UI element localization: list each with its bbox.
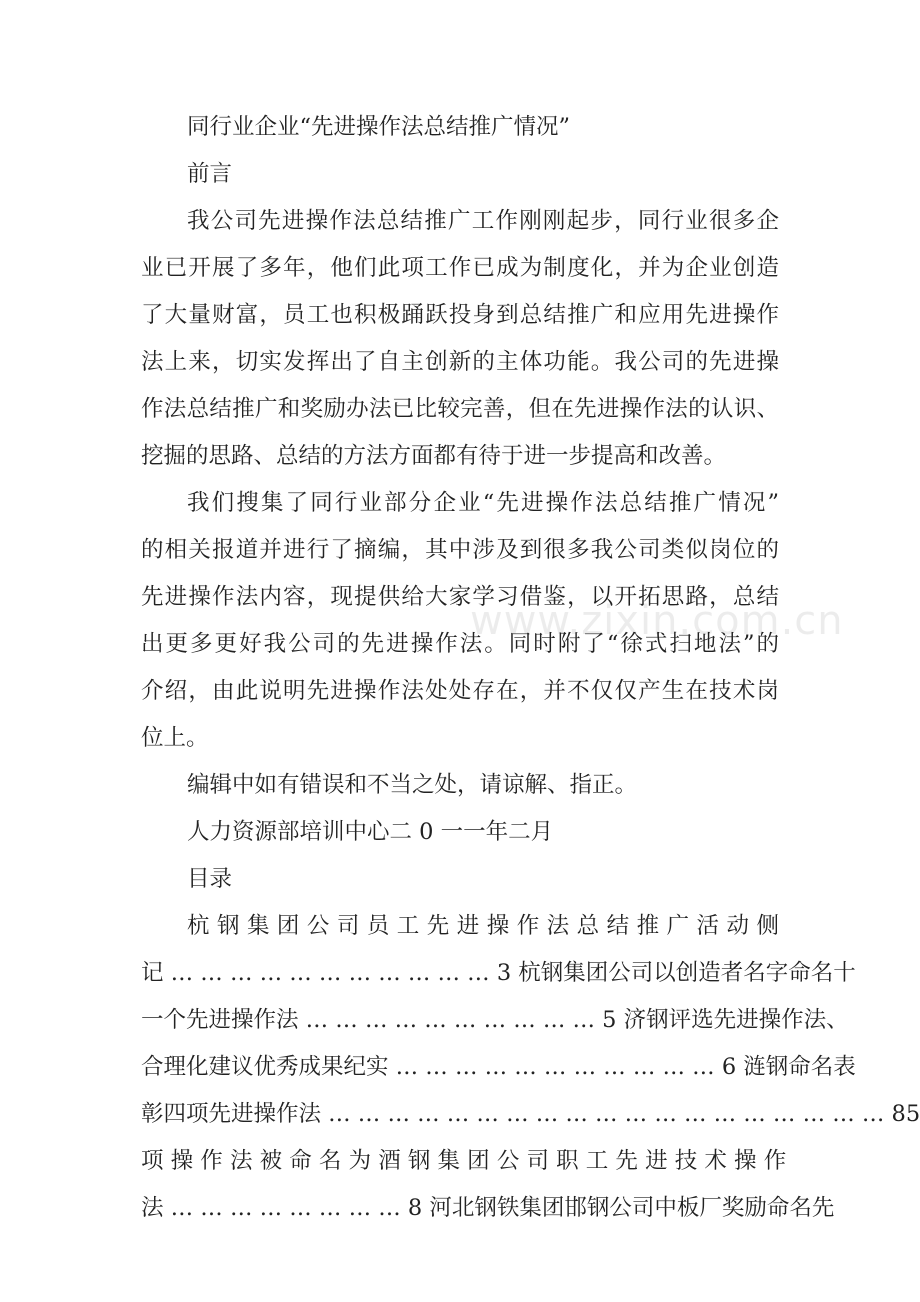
document-body: [141, 104, 920, 1232]
paragraph-line: 法上来，切实发挥出了自主创新的主体功能。我公司的先进操: [141, 349, 779, 375]
paragraph-line: 法 … … … … … … … … 8 河北钢铁集团邯钢公司中板厂奖励命名先: [141, 1195, 835, 1221]
paragraph-line: 我公司先进操作法总结推广工作刚刚起步，同行业很多企: [187, 208, 779, 234]
watermark: www.zixin.com.cn: [470, 598, 844, 644]
paragraph-line: 了大量财富，员工也积极踊跃投身到总结推广和应用先进操作: [141, 302, 779, 328]
paragraph-line: 介绍，由此说明先进操作法处处存在，并不仅仅产生在技术岗: [141, 678, 779, 704]
paragraph-line: 一个先进操作法 … … … … … … … … … … 5 济钢评选先进操作法、: [141, 1007, 849, 1033]
paragraph-line: 先进操作法内容，现提供给大家学习借鉴，以开拓思路，总结: [141, 584, 779, 610]
paragraph-line: 记 … … … … … … … … … … … 3 杭钢集团公司以创造者名字命名十: [141, 960, 856, 986]
paragraph-line: 人力资源部培训中心二 0 一一年二月: [187, 819, 554, 845]
paragraph-line: 出更多更好我公司的先进操作法。同时附了“徐式扫地法”的: [141, 631, 779, 657]
paragraph-line: 编辑中如有错误和不当之处，请谅解、指正。: [187, 772, 638, 798]
paragraph-line: 彰四项先进操作法 … … … … … … … … … … … … … … … … … … … 85: [141, 1101, 920, 1127]
paragraph-line: 同行业企业“先进操作法总结推广情况”: [187, 114, 571, 140]
paragraph-line: 我们搜集了同行业部分企业“先进操作法总结推广情况”: [187, 490, 779, 516]
paragraph-line: 业已开展了多年，他们此项工作已成为制度化，并为企业创造: [141, 255, 779, 281]
paragraph-line: 位上。: [141, 725, 209, 751]
paragraph-line: 合理化建议优秀成果纪实 … … … … … … … … … … … 6 涟钢命名表: [141, 1054, 856, 1080]
paragraph-line: 前言: [187, 161, 233, 187]
paragraph-line: 杭 钢 集 团 公 司 员 工 先 进 操 作 法 总 结 推 广 活 动 侧: [187, 913, 779, 939]
paragraph-line: 的相关报道并进行了摘编，其中涉及到很多我公司类似岗位的: [141, 537, 779, 563]
paragraph-line: 项 操 作 法 被 命 名 为 酒 钢 集 团 公 司 职 工 先 进 技 术 操 作: [141, 1148, 787, 1174]
paragraph-line: 目录: [187, 866, 233, 892]
paragraph-line: 挖掘的思路、总结的方法方面都有待于进一步提高和改善。: [141, 443, 727, 469]
paragraph-line: 作法总结推广和奖励办法已比较完善，但在先进操作法的认识、: [141, 396, 779, 422]
